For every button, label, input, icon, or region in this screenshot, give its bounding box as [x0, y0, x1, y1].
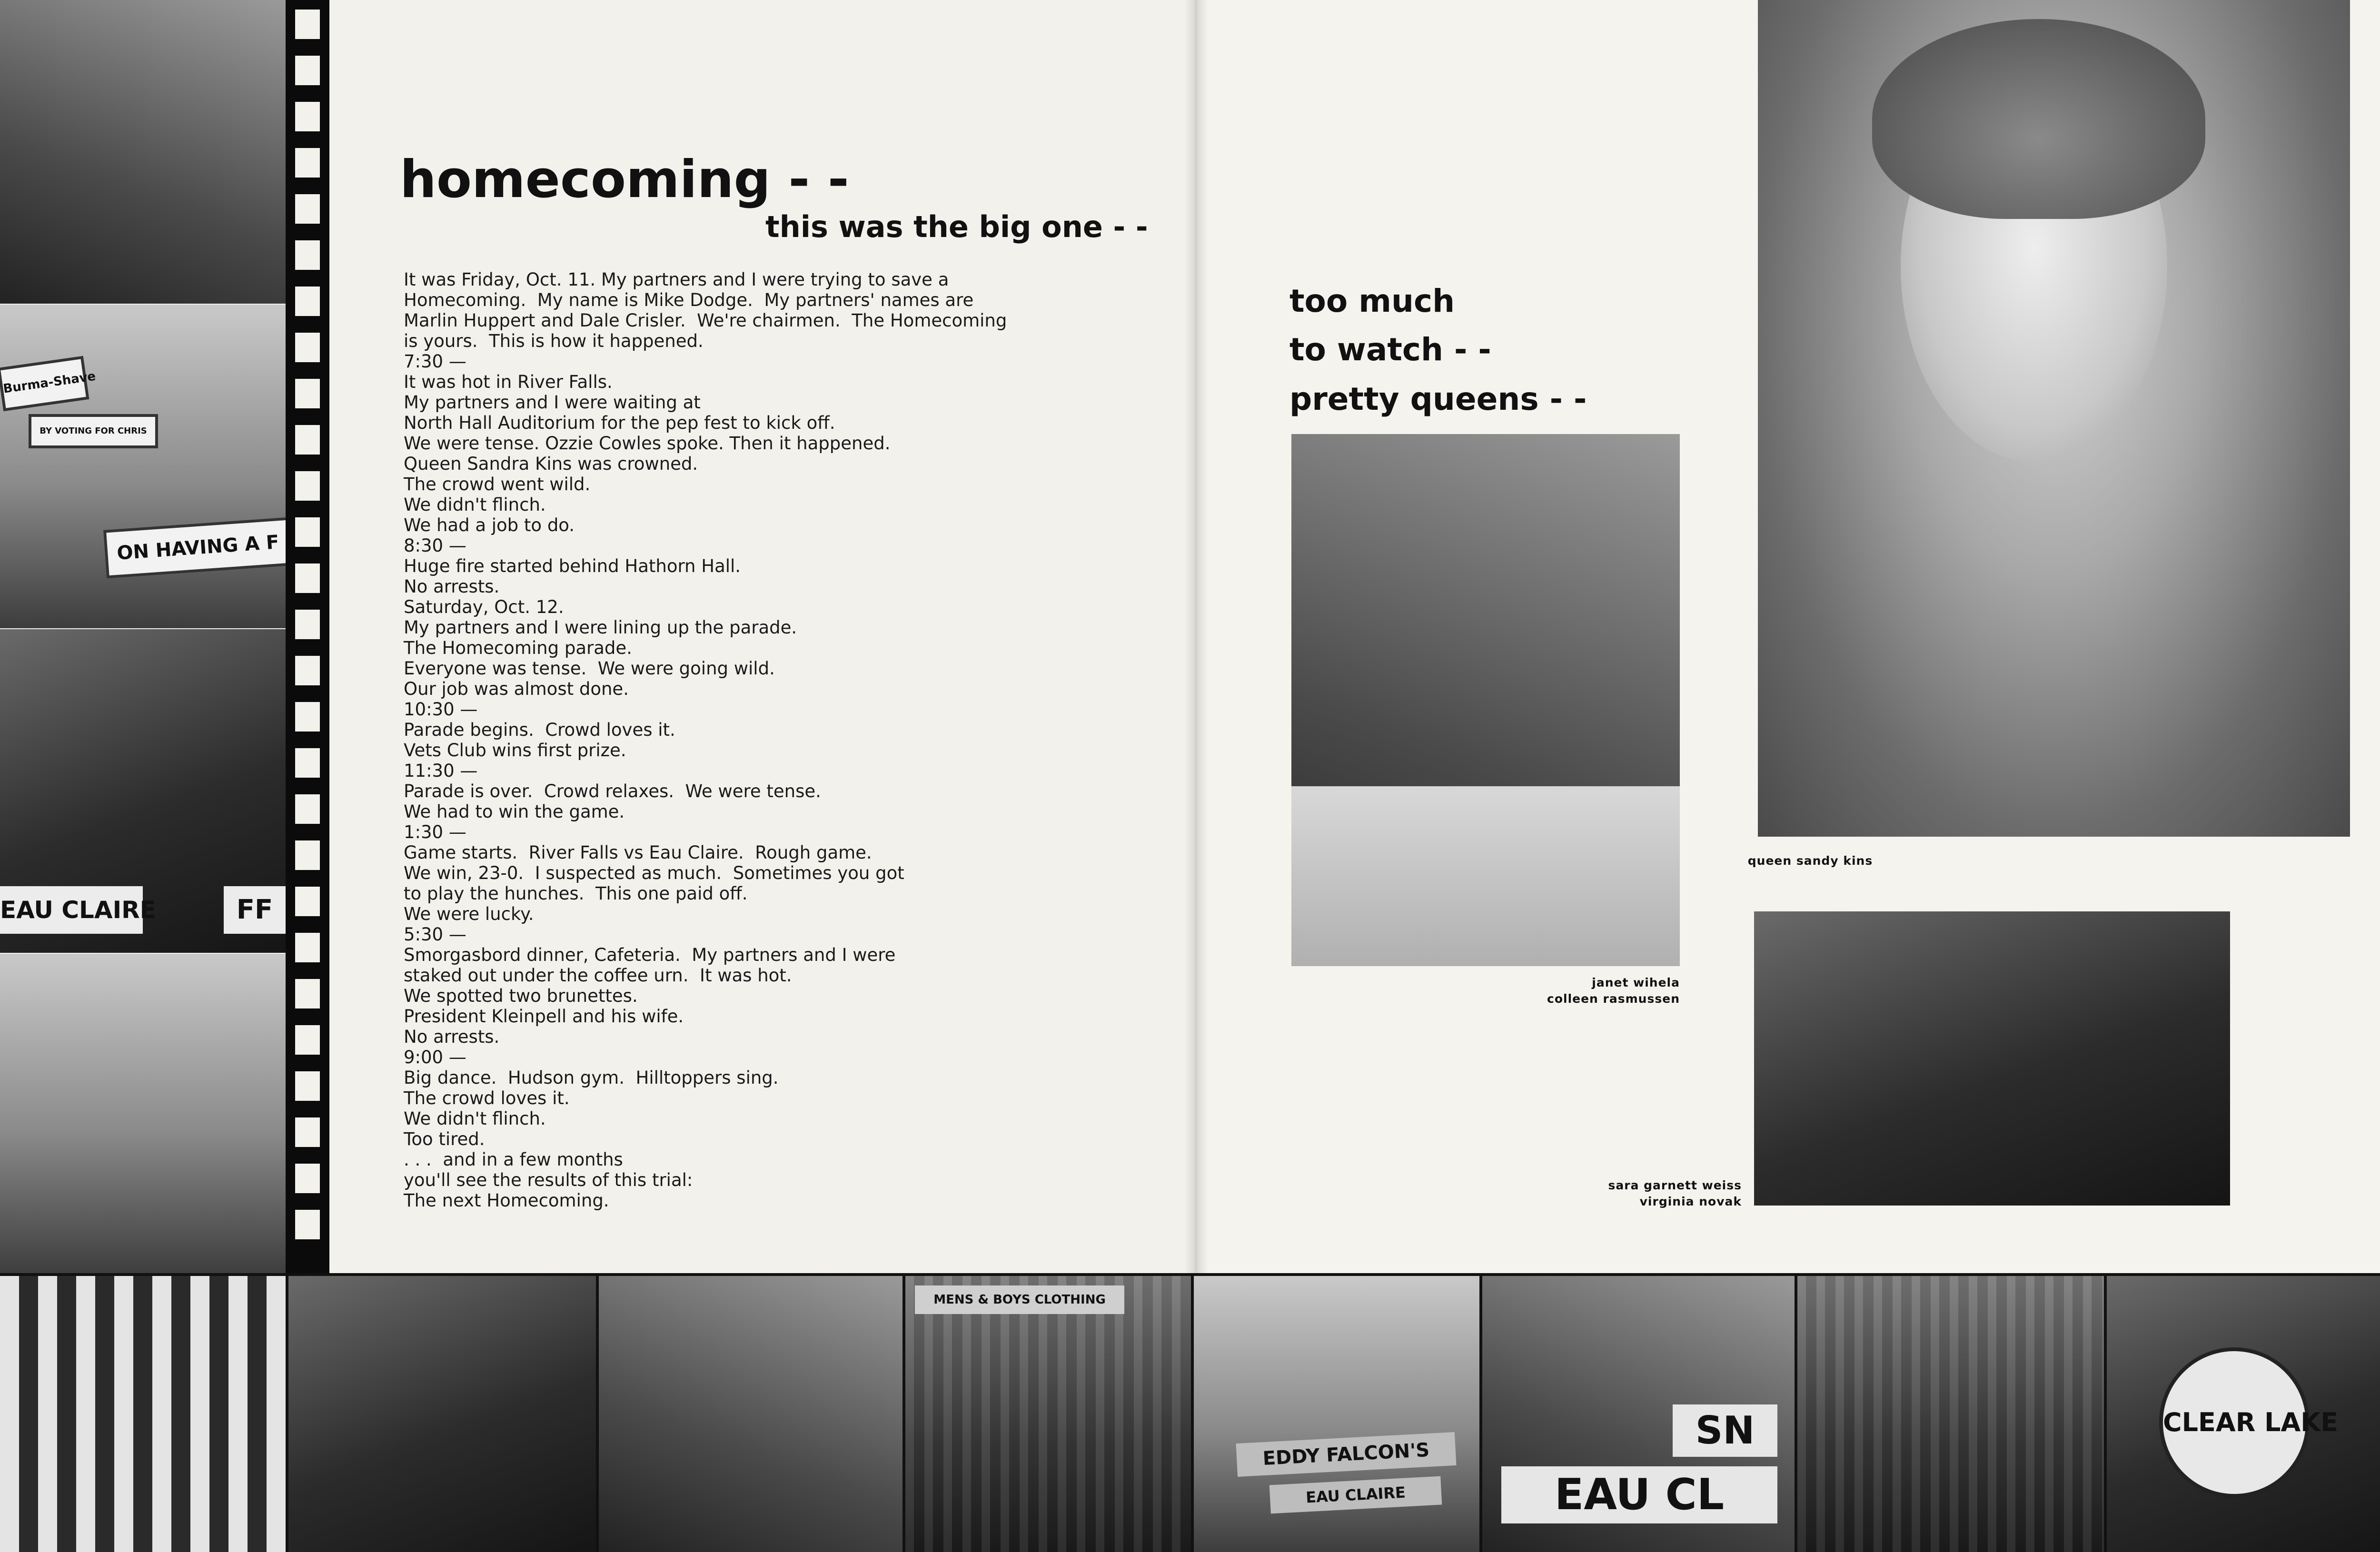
story-line: The next Homecoming.	[404, 1190, 609, 1211]
campus-signs-photo	[0, 305, 286, 628]
story-line: We didn't flinch.	[404, 1108, 546, 1129]
clothing-store-sign: MENS & BOYS CLOTHING	[915, 1285, 1124, 1314]
story-line: We didn't flinch.	[404, 494, 546, 515]
wave-caption-line-1: sara garnett weiss	[1608, 1178, 1742, 1192]
story-line: North Hall Auditorium for the pep fest to kick off.	[404, 413, 835, 433]
story-line: 7:30 —	[404, 351, 466, 372]
band-drum-photo	[2107, 1276, 2380, 1552]
story-line: to play the hunches. This one paid off.	[404, 883, 748, 904]
story-line: We spotted two brunettes.	[404, 986, 638, 1006]
street-costume-photo	[0, 0, 286, 304]
story-line: It was hot in River Falls.	[404, 372, 613, 392]
queen-hair	[1872, 19, 2205, 219]
eau-claire-banner: EAU CLAIRE	[0, 886, 143, 934]
story-line: Vets Club wins first prize.	[404, 740, 626, 761]
story-line: We win, 23-0. I suspected as much. Sometimes you got	[404, 863, 904, 883]
car-caption-line-2: colleen rasmussen	[1547, 992, 1680, 1006]
story-line: We were tense. Ozzie Cowles spoke. Then it happened.	[404, 433, 891, 454]
eau-claire-float-2-photo	[1482, 1276, 1795, 1552]
car-windshield	[1291, 786, 1680, 966]
story-line: My partners and I were waiting at	[404, 392, 701, 413]
story-line: staked out under the coffee urn. It was hot.	[404, 965, 792, 986]
queens-in-car-photo	[1291, 434, 1680, 966]
story-line: Big dance. Hudson gym. Hilltoppers sing.	[404, 1068, 779, 1088]
float-eau-claire-text: EAU CL	[1501, 1466, 1777, 1523]
story-line: Huge fire started behind Hathorn Hall.	[404, 556, 741, 576]
streamers-photo	[0, 1276, 286, 1552]
story-line: Parade is over. Crowd relaxes. We were tense.	[404, 781, 821, 801]
story-line: Smorgasbord dinner, Cafeteria. My partners and I were	[404, 945, 896, 965]
story-line: 10:30 —	[404, 699, 478, 720]
queens-heading-line-1: too much	[1289, 283, 1455, 319]
street-fire-photo	[0, 954, 286, 1275]
story-line: 11:30 —	[404, 761, 478, 781]
story-line: No arrests.	[404, 576, 500, 597]
clear-lake-drum: CLEAR LAKE	[2159, 1347, 2310, 1498]
story-line: Saturday, Oct. 12.	[404, 597, 564, 617]
story-line: . . . and in a few months	[404, 1149, 623, 1170]
story-line: The Homecoming parade.	[404, 638, 632, 658]
queen-portrait-photo	[1758, 0, 2350, 837]
ff-banner: FF	[224, 886, 286, 934]
page-heading: homecoming - -	[400, 150, 849, 209]
story-line: Our job was almost done.	[404, 679, 629, 699]
story-line: Marlin Huppert and Dale Crisler. We're chairmen. The Homecoming	[404, 310, 1007, 331]
story-line: We were lucky.	[404, 904, 534, 924]
queens-heading-line-3: pretty queens - -	[1289, 381, 1587, 417]
queens-heading-line-2: to watch - -	[1289, 331, 1491, 368]
story-line: you'll see the results of this trial:	[404, 1170, 693, 1190]
story-line: Everyone was tense. We were going wild.	[404, 658, 775, 679]
page-subheading: this was the big one - -	[765, 209, 1148, 244]
parade-costumes-photo	[599, 1276, 902, 1552]
story-line: No arrests.	[404, 1027, 500, 1047]
falcons-banner: EDDY FALCON'S	[1236, 1432, 1456, 1477]
story-line: The crowd loves it.	[404, 1088, 570, 1108]
story-line: Too tired.	[404, 1129, 485, 1149]
waving-queens-photo	[1754, 911, 2230, 1206]
car-caption-line-1: janet wihela	[1592, 976, 1680, 989]
story-line: The crowd went wild.	[404, 474, 591, 494]
eau-claire-float-photo	[0, 629, 286, 953]
bottom-photo-strip	[0, 1273, 2380, 1552]
voting-sign: BY VOTING FOR CHRIS	[29, 414, 158, 448]
story-line: We had a job to do.	[404, 515, 575, 535]
on-having-sign: ON HAVING A F	[103, 517, 286, 578]
burma-shave-sign: Burma-Shave	[0, 356, 89, 411]
wave-caption-line-2: virginia novak	[1639, 1195, 1742, 1208]
story-line: 9:00 —	[404, 1047, 466, 1068]
story-line: is yours. This is how it happened.	[404, 331, 704, 351]
laughing-crowd-photo	[288, 1276, 596, 1552]
falcons-banner-2: EAU CLAIRE	[1269, 1476, 1442, 1514]
clothing-store-float-photo	[905, 1276, 1191, 1552]
story-line: President Kleinpell and his wife.	[404, 1006, 684, 1027]
story-line: 8:30 —	[404, 535, 466, 556]
story-line: Queen Sandra Kins was crowned.	[404, 454, 698, 474]
falcons-float-photo	[1194, 1276, 1479, 1552]
story-line: Game starts. River Falls vs Eau Claire. Rough game.	[404, 842, 872, 863]
float-sn-text: SN	[1673, 1404, 1777, 1457]
story-line: We had to win the game.	[404, 801, 625, 822]
queen-caption: queen sandy kins	[1747, 854, 1873, 868]
story-line: 1:30 —	[404, 822, 466, 842]
story-line: 5:30 —	[404, 924, 466, 945]
story-line: Parade begins. Crowd loves it.	[404, 720, 675, 740]
story-line: It was Friday, Oct. 11. My partners and I were trying to save a	[404, 269, 949, 290]
cart-parade-photo	[1797, 1276, 2104, 1552]
story-line: Homecoming. My name is Mike Dodge. My partners' names are	[404, 290, 974, 310]
film-strip-border	[286, 0, 329, 1275]
story-line: My partners and I were lining up the parade.	[404, 617, 797, 638]
story-text	[404, 269, 1127, 1211]
